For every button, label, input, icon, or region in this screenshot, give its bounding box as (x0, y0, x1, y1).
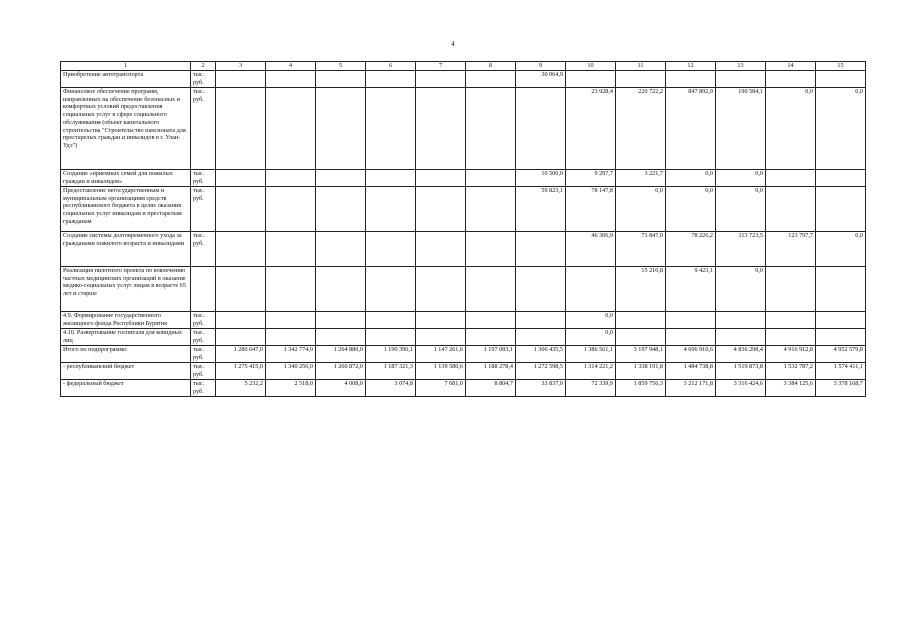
value-cell (616, 70, 666, 87)
row-unit: тыс. руб. (191, 328, 216, 345)
row-unit: тыс. руб. (191, 186, 216, 231)
value-cell (216, 311, 266, 328)
value-cell: 0,0 (566, 311, 616, 328)
value-cell (766, 266, 816, 311)
value-cell (816, 266, 866, 311)
table-body (61, 62, 866, 397)
value-cell (766, 311, 816, 328)
value-cell: 9 297,7 (566, 169, 616, 186)
row-unit: тыс. руб. (191, 87, 216, 169)
value-cell (766, 328, 816, 345)
value-cell: 5 232,2 (216, 379, 266, 396)
value-cell: 1 280 647,0 (216, 345, 266, 362)
table-row (61, 345, 866, 362)
value-cell: 847 892,9 (666, 87, 716, 169)
header-cell: 6 (366, 62, 416, 71)
value-cell: 0,0 (666, 169, 716, 186)
value-cell: 0,0 (716, 266, 766, 311)
row-name: - федеральный бюджет (61, 379, 191, 396)
page-number: 4 (451, 40, 455, 48)
header-cell: 7 (416, 62, 466, 71)
value-cell (366, 231, 416, 266)
row-unit: тыс. руб. (191, 311, 216, 328)
value-cell (766, 186, 816, 231)
value-cell (366, 70, 416, 87)
value-cell (466, 231, 516, 266)
value-cell: 1 519 873,8 (716, 362, 766, 379)
value-cell: 113 723,5 (716, 231, 766, 266)
value-cell: 4 008,0 (316, 379, 366, 396)
value-cell: 1 340 256,0 (266, 362, 316, 379)
value-cell: 3 221,7 (616, 169, 666, 186)
value-cell (416, 328, 466, 345)
value-cell: 190 584,1 (716, 87, 766, 169)
value-cell: 23 928,4 (566, 87, 616, 169)
value-cell (666, 311, 716, 328)
value-cell (316, 311, 366, 328)
value-cell: 1 275 415,0 (216, 362, 266, 379)
value-cell: 4 836 298,4 (716, 345, 766, 362)
value-cell: 1 197 083,1 (466, 345, 516, 362)
value-cell (816, 70, 866, 87)
value-cell: 72 339,9 (566, 379, 616, 396)
value-cell: 0,0 (816, 87, 866, 169)
value-cell (366, 186, 416, 231)
value-cell (266, 186, 316, 231)
value-cell (216, 266, 266, 311)
value-cell: 3 212 171,8 (666, 379, 716, 396)
value-cell: 78 226,2 (666, 231, 716, 266)
value-cell (516, 87, 566, 169)
value-cell: 1 306 435,5 (516, 345, 566, 362)
value-cell (216, 87, 266, 169)
value-cell: 78 147,8 (566, 186, 616, 231)
value-cell (416, 231, 466, 266)
value-cell: 220 722,2 (616, 87, 666, 169)
value-cell (266, 311, 316, 328)
row-name: Финансовое обеспечение программ, направленных на обеспечение безопасных и комфортных условий предоставления социальных услуг в сфере социального обслуживания (объект капитального строительства "Строительство пансионата для престарелых граждан и инвалидов в г. Улан-Удэ") (61, 87, 191, 169)
value-cell (566, 266, 616, 311)
header-cell: 8 (466, 62, 516, 71)
value-cell (316, 70, 366, 87)
table-row (61, 362, 866, 379)
value-cell: 10 500,0 (516, 169, 566, 186)
value-cell: 0,0 (816, 231, 866, 266)
header-cell: 15 (816, 62, 866, 71)
value-cell (466, 169, 516, 186)
table-row (61, 87, 866, 169)
value-cell: 1 386 561,1 (566, 345, 616, 362)
row-name: Приобретение автотранспорта (61, 70, 191, 87)
value-cell (216, 169, 266, 186)
value-cell (266, 328, 316, 345)
value-cell (316, 186, 366, 231)
value-cell (416, 87, 466, 169)
header-cell: 1 (61, 62, 191, 71)
value-cell: 3 074,8 (366, 379, 416, 396)
value-cell: 0,0 (766, 87, 816, 169)
value-cell (466, 186, 516, 231)
budget-table (60, 61, 866, 397)
value-cell (366, 87, 416, 169)
row-unit: тыс. руб. (191, 362, 216, 379)
value-cell (666, 70, 716, 87)
header-cell: 9 (516, 62, 566, 71)
value-cell (816, 169, 866, 186)
value-cell (316, 231, 366, 266)
row-unit: тыс. руб. (191, 169, 216, 186)
value-cell: 1 147 261,6 (416, 345, 466, 362)
value-cell (516, 231, 566, 266)
value-cell: 3 384 125,6 (766, 379, 816, 396)
header-cell: 13 (716, 62, 766, 71)
value-cell (616, 311, 666, 328)
value-cell (316, 328, 366, 345)
value-cell (266, 70, 316, 87)
value-cell (316, 266, 366, 311)
value-cell: 0,0 (716, 169, 766, 186)
value-cell: 3 197 948,1 (616, 345, 666, 362)
value-cell: 33 837,0 (516, 379, 566, 396)
header-cell: 4 (266, 62, 316, 71)
row-name: Создание системы долговременного ухода за гражданами пожилого возраста и инвалидами (61, 231, 191, 266)
value-cell (466, 87, 516, 169)
table-row (61, 70, 866, 87)
value-cell: 1 190 396,1 (366, 345, 416, 362)
value-cell: 1 314 221,2 (566, 362, 616, 379)
value-cell (216, 70, 266, 87)
value-cell: 1 272 598,5 (516, 362, 566, 379)
value-cell: 0,0 (616, 186, 666, 231)
value-cell (316, 87, 366, 169)
value-cell: 123 797,7 (766, 231, 816, 266)
value-cell: 1 574 411,1 (816, 362, 866, 379)
value-cell (216, 231, 266, 266)
value-cell: 2 518,0 (266, 379, 316, 396)
value-cell (716, 70, 766, 87)
value-cell: 59 823,1 (516, 186, 566, 231)
value-cell: 1 139 580,6 (416, 362, 466, 379)
header-row (61, 62, 866, 71)
value-cell (816, 186, 866, 231)
header-cell: 5 (316, 62, 366, 71)
value-cell (266, 169, 316, 186)
value-cell: 8 804,7 (466, 379, 516, 396)
table-row (61, 169, 866, 186)
value-cell (466, 311, 516, 328)
value-cell (416, 311, 466, 328)
row-unit: тыс. руб. (191, 345, 216, 362)
value-cell (466, 70, 516, 87)
header-cell: 11 (616, 62, 666, 71)
value-cell (416, 169, 466, 186)
value-cell (266, 266, 316, 311)
header-cell: 2 (191, 62, 216, 71)
value-cell (216, 328, 266, 345)
value-cell (816, 311, 866, 328)
value-cell (316, 169, 366, 186)
value-cell: 1 260 872,0 (316, 362, 366, 379)
value-cell: 1 859 756,3 (616, 379, 666, 396)
value-cell: 4 696 910,6 (666, 345, 716, 362)
row-name: Реализация пилотного проекта по вовлечению частных медицинских организаций в оказание медико-социальных услуг лицам в возрасте 65 лет и старше (61, 266, 191, 311)
value-cell: 7 681,0 (416, 379, 466, 396)
value-cell: 3 378 168,7 (816, 379, 866, 396)
value-cell (366, 328, 416, 345)
value-cell (216, 186, 266, 231)
value-cell: 1 188 278,4 (466, 362, 516, 379)
value-cell (366, 266, 416, 311)
table-row (61, 266, 866, 311)
value-cell (366, 169, 416, 186)
table-row (61, 311, 866, 328)
row-name: - республиканский бюджет (61, 362, 191, 379)
value-cell (766, 169, 816, 186)
value-cell: 1 532 787,2 (766, 362, 816, 379)
value-cell: 1 484 738,8 (666, 362, 716, 379)
value-cell: 15 210,8 (616, 266, 666, 311)
value-cell: 1 264 880,0 (316, 345, 366, 362)
header-cell: 14 (766, 62, 816, 71)
table-row (61, 328, 866, 345)
value-cell (466, 328, 516, 345)
value-cell (366, 311, 416, 328)
value-cell (416, 70, 466, 87)
value-cell: 46 306,9 (566, 231, 616, 266)
header-cell: 12 (666, 62, 716, 71)
value-cell: 0,0 (716, 186, 766, 231)
value-cell: 1 187 321,3 (366, 362, 416, 379)
row-unit (191, 266, 216, 311)
header-cell: 3 (216, 62, 266, 71)
value-cell: 0,0 (666, 186, 716, 231)
value-cell (666, 328, 716, 345)
header-cell: 10 (566, 62, 616, 71)
value-cell: 30 064,9 (516, 70, 566, 87)
value-cell (266, 231, 316, 266)
value-cell: 1 338 191,8 (616, 362, 666, 379)
table-row (61, 379, 866, 396)
value-cell (616, 328, 666, 345)
table-row (61, 231, 866, 266)
table-row (61, 186, 866, 231)
value-cell (416, 186, 466, 231)
value-cell: 71 847,0 (616, 231, 666, 266)
value-cell (416, 266, 466, 311)
row-name: Итого по подпрограмме: (61, 345, 191, 362)
value-cell: 1 342 774,0 (266, 345, 316, 362)
value-cell: 3 316 424,6 (716, 379, 766, 396)
value-cell (466, 266, 516, 311)
value-cell (716, 311, 766, 328)
value-cell (516, 311, 566, 328)
value-cell: 0,0 (566, 328, 616, 345)
value-cell: 4 952 579,8 (816, 345, 866, 362)
value-cell (816, 328, 866, 345)
row-name: Создание «приемных семей для пожилых граждан и инвалидов» (61, 169, 191, 186)
row-unit: тыс. руб. (191, 379, 216, 396)
value-cell (766, 70, 816, 87)
value-cell (516, 266, 566, 311)
value-cell: 4 916 912,8 (766, 345, 816, 362)
value-cell (516, 328, 566, 345)
value-cell: 9 423,1 (666, 266, 716, 311)
value-cell (566, 70, 616, 87)
value-cell (266, 87, 316, 169)
row-unit: тыс. руб. (191, 70, 216, 87)
row-name: 4.10. Развертывание госпиталя для ковидных лиц (61, 328, 191, 345)
row-unit: тыс. руб. (191, 231, 216, 266)
row-name: 4.9. Формирование государственного жилищного фонда Республики Бурятия (61, 311, 191, 328)
row-name: Предоставление негосударственным и муниципальным организациям средств республиканского бюджета в целях оказания социальных услуг инвалидам и престарелым гражданам (61, 186, 191, 231)
value-cell (716, 328, 766, 345)
